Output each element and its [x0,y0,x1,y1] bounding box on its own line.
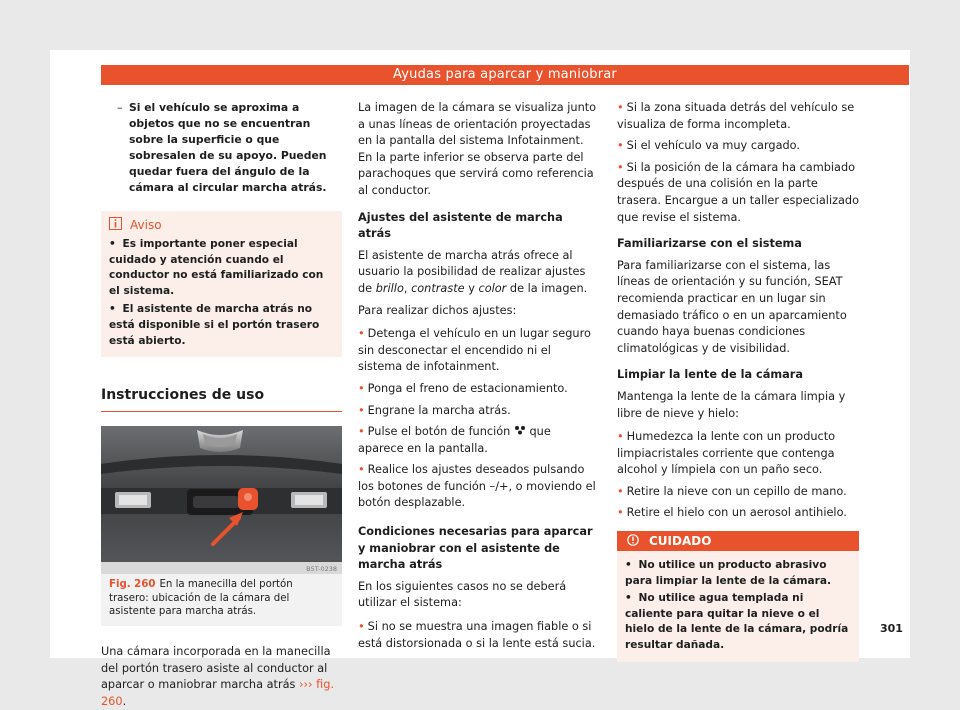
step-text: Pulse el botón de función [367,425,511,439]
step-item [358,462,598,512]
caution-item-text: No utilice un producto abrasivo para limpiar la lente de la cámara. [625,559,832,587]
clean-item [617,484,859,501]
column-right [617,100,859,662]
settings-paragraph [358,248,598,298]
bullet: • [358,381,365,395]
conjunction: y [468,281,475,295]
caution-box [617,531,859,662]
bullet: • [617,101,624,114]
tailgate-photo [101,426,342,574]
figure-link[interactable]: fig. 260 [101,678,335,708]
settings-lead: Para realizar dichos ajustes: [358,303,517,317]
bullet: • [617,484,624,498]
paragraph-text: Una cámara incorporada en la manecilla del portón trasero asiste al conductor al aparcar o maniobrar marcha atrás [101,644,331,692]
section-title: Instrucciones de uso [101,387,342,412]
notice-title [109,217,334,233]
notice-item-text: Es importante poner especial cuidado y atención cuando el conductor no está familiarizado con el sistema. [109,238,324,297]
condition-item [617,138,859,155]
condition-text: Si el vehículo va muy cargado. [626,139,800,153]
notice-title-text: Aviso [130,218,162,232]
info-icon [109,217,122,233]
figure-caption [101,574,342,626]
term-brillo: brillo [375,281,404,295]
bullet: • [109,238,116,250]
link-arrow: ››› [299,678,313,692]
caution-item [625,591,851,653]
conditions-text: En los siguientes casos no se deberá utilizar el sistema: [358,579,567,610]
dash-item-text: Si el vehículo se aproxima a objetos que no se encuentran sobre la superficie o que sobresalen de su apoyo. Pueden quedar fuera del ángulo de la cámara al circular marcha atrás. [129,101,327,194]
clean-item-text: Retire la nieve con un cepillo de mano. [626,484,847,498]
bullet: • [109,303,116,316]
bullet: • [617,160,624,174]
step-item [358,381,598,398]
term-contraste: contraste [411,281,465,295]
condition-text: Si la posición de la cámara ha cambiado después de una colisión en la parte trasera. Encargue a un taller especializado que revise el sistema. [617,160,860,224]
condition-item [358,619,598,652]
bullet: • [358,403,365,417]
step-text-end: que aparece en la pantalla. [358,425,551,455]
intro-paragraph [101,644,342,710]
settings-heading: Ajustes del asistente de marcha atrás [358,210,563,241]
camera-settings-icon [514,425,526,438]
settings-text: El asistente de marcha atrás ofrece al usuario la posibilidad de realizar ajustes de [358,248,586,295]
bullet: • [358,425,365,439]
familiar-text: Para familiarizarse con el sistema, las líneas de orientación y su función, SEAT recomienda practicar en un lugar sin demasiado tráfico o en un aparcamiento cuando haya buenas condiciones climatológicas y de visibilidad. [617,258,847,355]
caution-item-text: No utilice agua templada ni caliente para quitar la nieve o el hielo de la lente de la cámara, podría resultar dañada. [625,592,849,652]
step-item [358,326,598,376]
settings-text-end: de la imagen. [509,281,588,295]
dash-marker: – [117,101,123,114]
caution-title: CUIDADO [649,534,712,549]
clean-item-text: Humedezca la lente con un producto limpiacristales corriente que contenga alcohol y límpiela con un paño seco. [617,430,836,477]
caution-title-bar [617,531,859,551]
bullet: • [358,620,365,634]
notice-box [101,211,342,357]
camera-intro: La imagen de la cámara se visualiza junto a unas líneas de orientación proyectadas en la pantalla del sistema Infotainment. En la parte inferior se observa parte del parachoques que servirá como referencia al conductor. [358,101,597,197]
comma: , [403,281,408,295]
bullet: • [617,139,624,153]
clean-item [617,429,859,479]
step-text: Ponga el freno de estacionamiento. [367,381,568,395]
dash-list-item [117,100,342,196]
clean-heading: Limpiar la lente de la cámara [617,368,803,382]
condition-item [617,100,859,133]
caution-item [625,558,851,589]
condition-text: Si la zona situada detrás del vehículo se visualiza de forma incompleta. [617,101,855,131]
step-text: Engrane la marcha atrás. [367,403,511,417]
figure-label: Fig. 260 [109,579,156,591]
figure-caption-text: En la manecilla del portón trasero: ubicación de la cámara del asistente para marcha atrás. [109,579,293,618]
clean-text: Mantenga la lente de la cámara limpia y libre de nieve y hielo: [617,389,846,420]
term-color: color [478,281,507,295]
tailgate-illustration [101,426,342,574]
bullet: • [625,559,632,572]
notice-item [109,237,334,299]
page-header: Ayudas para aparcar y maniobrar [101,65,909,85]
condition-item [617,160,859,226]
clean-item [617,505,859,522]
step-item [358,403,598,420]
bullet: • [358,327,365,341]
column-left [101,100,342,710]
bullet: • [625,592,632,605]
step-text: Detenga el vehículo en un lugar seguro sin desconectar el encendido ni el sistema de infotainment. [358,327,591,374]
manual-page [50,50,910,708]
step-text: Realice los ajustes deseados pulsando los botones de función –/+, o moviendo el botón desplazable. [358,463,596,510]
column-middle [358,100,598,652]
notice-item [109,302,334,349]
bullet: • [358,463,365,477]
conditions-heading: Condiciones necesarias para aparcar y maniobrar con el asistente de marcha atrás [358,525,593,572]
page-number: 301 [880,622,903,635]
paragraph-end: . [122,694,127,708]
clean-item-text: Retire el hielo con un aerosol antihielo. [626,506,847,520]
bullet: • [617,430,624,444]
step-item [358,424,598,457]
bullet: • [617,506,624,520]
caution-body [617,551,859,662]
familiar-heading: Familiarizarse con el sistema [617,237,802,251]
condition-text: Si no se muestra una imagen fiable o si está distorsionada o si la lente está sucia. [358,620,596,650]
notice-item-text: El asistente de marcha atrás no está disponible si el portón trasero está abierto. [109,303,320,347]
photo-code: B5T-0238 [306,565,337,574]
caution-icon [627,534,639,549]
